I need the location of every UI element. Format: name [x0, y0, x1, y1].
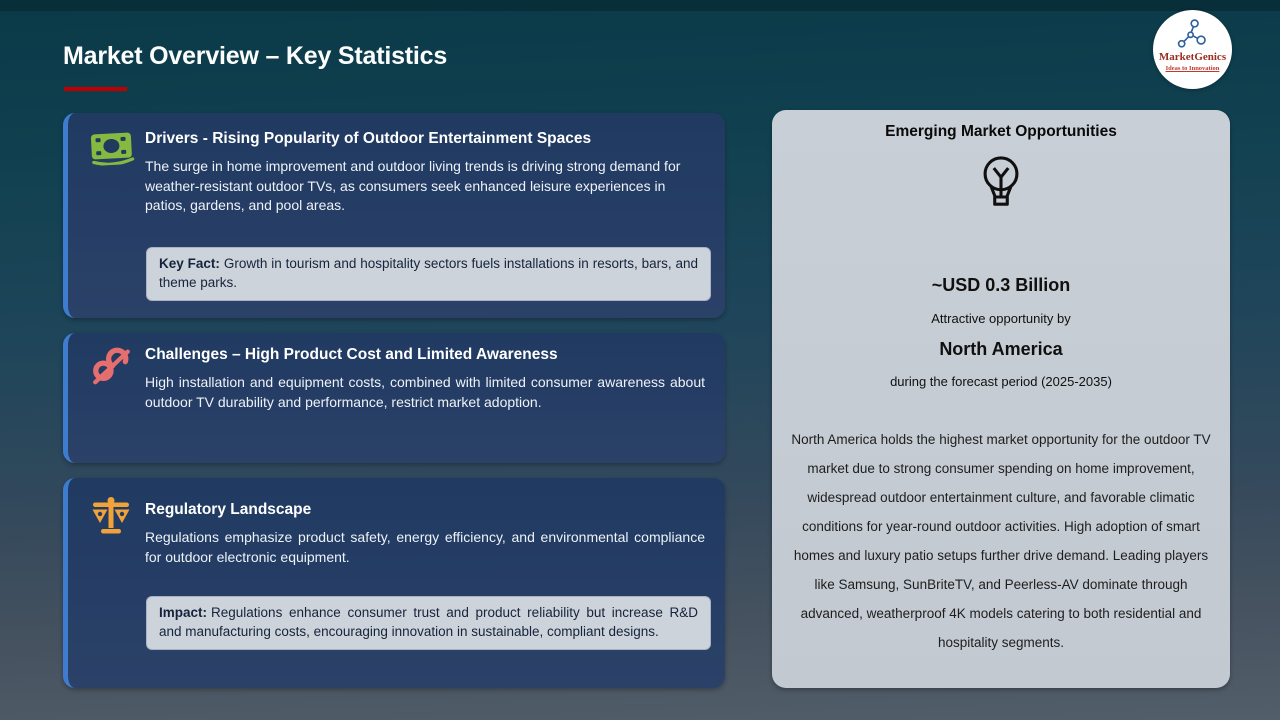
opportunity-panel [772, 110, 1230, 688]
money-banknote-icon [89, 130, 135, 166]
title-underline [64, 87, 127, 91]
key-fact-text: Growth in tourism and hospitality sectors fuels installations in resorts, bars, and theme parks. [159, 256, 698, 290]
regulatory-card [63, 478, 725, 688]
regulatory-card-body: Regulations emphasize product safety, energy efficiency, and environmental compliance for outdoor electronic equipment. [145, 529, 705, 565]
impact-text: Regulations enhance consumer trust and product reliability but increase R&D and manufacturing costs, encouraging innovation in sustainable, compliant designs. [159, 605, 698, 639]
challenges-card-title: Challenges – High Product Cost and Limited Awareness [145, 346, 558, 363]
challenges-card [63, 333, 725, 463]
key-fact-box [146, 247, 711, 301]
scales-icon [90, 496, 132, 536]
logo-tagline: Ideas to Innovation [1165, 65, 1220, 72]
key-fact-label: Key Fact: [159, 256, 220, 271]
challenges-card-body: High installation and equipment costs, combined with limited consumer awareness about outdoor TV durability and performance, restrict market adoption. [145, 374, 705, 410]
broken-link-icon [90, 344, 132, 386]
drivers-card [63, 113, 725, 318]
molecule-icon [1173, 17, 1213, 51]
regulatory-card-title: Regulatory Landscape [145, 501, 312, 518]
drivers-card-body: The surge in home improvement and outdoor living trends is driving strong demand for weather-resistant outdoor TVs, as consumers seek enhanced leisure experiences in patios, gardens, and pool areas. [145, 158, 681, 213]
opportunity-value: ~USD 0.3 Billion [931, 275, 1071, 295]
opportunity-panel-title: Emerging Market Opportunities [885, 123, 1117, 140]
drivers-card-title: Drivers - Rising Popularity of Outdoor Entertainment Spaces [145, 130, 592, 147]
opportunity-description: North America holds the highest market opportunity for the outdoor TV market due to strong consumer spending on home improvement, widespread outdoor entertainment culture, and favorable climatic conditions for year-round outdoor activities. High adoption of smart homes and luxury patio setups further drive demand. Leading players like Samsung, SunBriteTV, and Peerless-AV dominate through advanced, weatherproof 4K models catering to both residential and hospitality segments. [791, 432, 1211, 650]
marketgenics-logo [1153, 10, 1232, 89]
impact-box [146, 596, 711, 650]
opportunity-region: North America [939, 339, 1063, 359]
impact-label: Impact: [159, 605, 208, 620]
opportunity-subtitle: Attractive opportunity by [931, 311, 1071, 326]
page-title: Market Overview – Key Statistics [63, 42, 448, 70]
opportunity-period: during the forecast period (2025-2035) [890, 374, 1112, 389]
logo-name: MarketGenics [1158, 51, 1227, 63]
top-strip [0, 0, 1280, 11]
lightbulb-icon [974, 152, 1028, 214]
